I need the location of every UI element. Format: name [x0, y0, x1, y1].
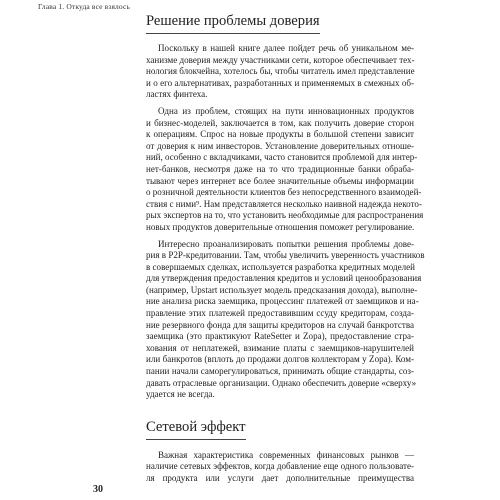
text-line: Важная характеристика современных финансовых рынков — — [158, 449, 414, 460]
paragraph — [146, 450, 414, 485]
text-line: или банкротов (вплоть до продажи долгов коллекторам у Zopa). Ком- — [146, 354, 414, 365]
text-line: о розничной деятельности клиентов без непосредственного взаимодей- — [146, 187, 422, 198]
text-line: ний, особенно с вкладчиками, часто становится проблемой для интер- — [146, 152, 418, 163]
text-line: Одна из проблем, стоящих на пути инновационных продуктов — [158, 105, 414, 116]
section-network-effect — [146, 418, 414, 440]
text-line: в совершаемых сделках, используется разработка кредитных моделей — [146, 261, 415, 272]
paragraph — [146, 105, 424, 234]
text-line: правление этих платежей предоставившим ссуду кредиторам, созда- — [146, 308, 414, 319]
text-line: (например, Upstart использует модель предсказания дохода), выполне- — [146, 284, 418, 295]
text-line: рых экспертов на то, что установить необходимые для распространения — [146, 210, 424, 221]
text-line: пании начали саморегулироваться, принимать общие стандарты, соз- — [146, 366, 414, 377]
text-line: наличие сетевых эффектов, когда добавление еще одного пользовате- — [146, 461, 414, 472]
paragraph — [146, 43, 414, 101]
paragraph — [146, 238, 425, 401]
text-line: заемщика (это практикуют RateSetter и Zopa), предоставление стра- — [146, 331, 414, 342]
section-heading: Сетевой эффект — [146, 418, 246, 440]
text-line: и о его альтернативах, разработанных и применяемых в смежных об- — [146, 77, 414, 88]
text-line: ние резервного фонда для защиты кредиторов на случай банкротства — [146, 319, 414, 330]
text-line: давать отраслевые организации. Однако обеспечить доверие «сверху» — [146, 377, 417, 388]
text-line: новых продуктов доверительные отношения поможет регулирование. — [146, 221, 415, 232]
text-line: ние анализа риска заемщика, процессинг платежей от заемщиков и на- — [146, 296, 419, 307]
text-line: для утверждения предоставления кредитов и условий ценообразования — [146, 273, 422, 284]
page-number: 30 — [93, 484, 103, 495]
text-line: от доверия к ним инвесторов. Установление доверительных отноше- — [146, 140, 414, 151]
section-heading: Решение проблемы доверия — [146, 12, 320, 34]
section-trust-problem — [146, 12, 414, 34]
text-line: Поскольку в нашей книге далее пойдет речь об уникальном ме- — [158, 43, 414, 53]
text-line: ля продукта или услуги дает дополнительные преимущества — [146, 473, 414, 483]
text-line: удается не всегда. — [146, 389, 215, 400]
page-body — [146, 12, 425, 485]
text-line: ствия с ними⁹. Нам представляется несколько наивной надежда некото- — [146, 198, 422, 209]
text-line: нология блокчейна, хотелось бы, чтобы читатель имел представление — [146, 66, 415, 77]
text-line: ластях финтеха. — [146, 89, 208, 100]
text-line: тывают через интернет все более значительные объемы информации — [146, 175, 414, 186]
text-line: к операциям. Спрос на новые продукты в большой степени зависит — [146, 129, 414, 140]
text-line: хования от неплатежей, взимание платы с заемщиков-нарушителей — [146, 342, 414, 353]
text-line: нет-банков, несмотря даже на то что традиционные банки обраба- — [146, 163, 414, 174]
text-line: Интересно проанализировать попытки решения проблемы дове- — [158, 238, 414, 249]
text-line: ханизме доверия между участниками сети, которое обеспечивает тех- — [146, 54, 415, 65]
text-line: и бизнес-моделей, заключается в том, как получить доверие сторон — [146, 117, 414, 128]
text-line: рия в P2P-кредитовании. Там, чтобы увеличить уверенность участников — [146, 250, 425, 261]
running-head: Глава 1. Откуда все взялось — [38, 2, 131, 11]
